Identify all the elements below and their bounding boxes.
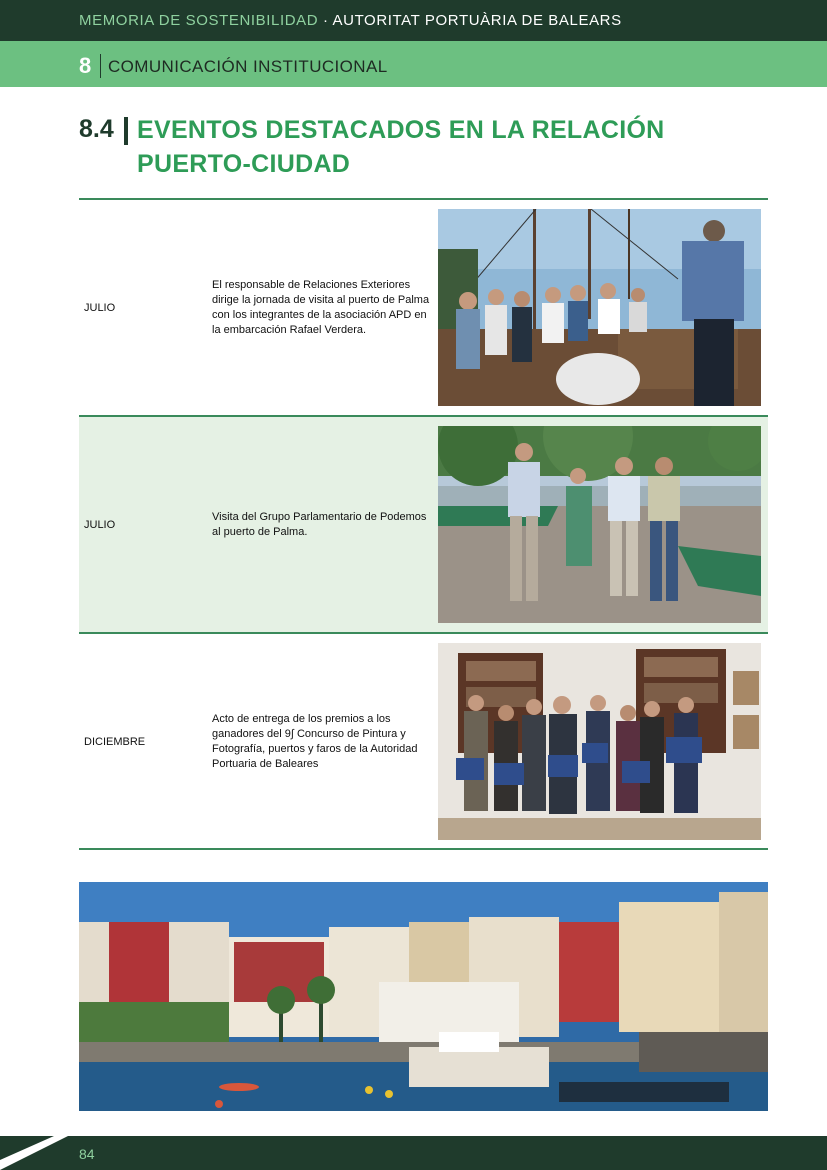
event-row-2 [79, 417, 768, 632]
heading-number: 8.4 [79, 115, 114, 143]
page-footer [0, 1136, 827, 1170]
report-name: MEMORIA DE SOSTENIBILIDAD [79, 12, 319, 29]
event-photo-award-ceremony [438, 643, 761, 840]
event-month: JULIO [84, 301, 116, 314]
section-number: 8 [79, 53, 92, 78]
page-title: EVENTOS DESTACADOS EN LA RELACIÓN PUERTO-CIUDAD [137, 116, 665, 178]
footer-stripe-decoration [0, 1136, 70, 1170]
event-photo-parliamentary-visit [438, 426, 761, 623]
event-month: JULIO [84, 518, 116, 531]
event-description: Visita del Grupo Parlamentario de Podemos al puerto de Palma. [212, 510, 427, 538]
event-row-1 [79, 200, 768, 415]
section-name: COMUNICACIÓN INSTITUCIONAL [108, 57, 388, 76]
section-divider [100, 54, 101, 78]
organization-name: AUTORITAT PORTUÀRIA DE BALEARS [332, 12, 622, 29]
event-month: DICIEMBRE [84, 735, 146, 748]
table-bottom-rule [79, 848, 768, 850]
header-separator: · [318, 12, 333, 29]
document-header-bar [0, 0, 827, 41]
event-photo-boat-visit [438, 209, 761, 406]
harbor-photo [79, 882, 768, 1111]
section-bar [0, 41, 827, 87]
page-number: 84 [79, 1146, 95, 1162]
heading-divider [124, 117, 128, 145]
event-description: El responsable de Relaciones Exteriores dirige la jornada de visita al puerto de Palma con los integrantes de la asociación APD en la embarcación Rafael Verdera. [212, 278, 430, 336]
event-row-3 [79, 634, 768, 849]
document-header-text [79, 12, 622, 29]
event-description: Acto de entrega de los premios a los ganadores del 9∫ Concurso de Pintura y Fotografía, puertos y faros de la Autoridad Portuaria de Baleares [212, 712, 418, 770]
